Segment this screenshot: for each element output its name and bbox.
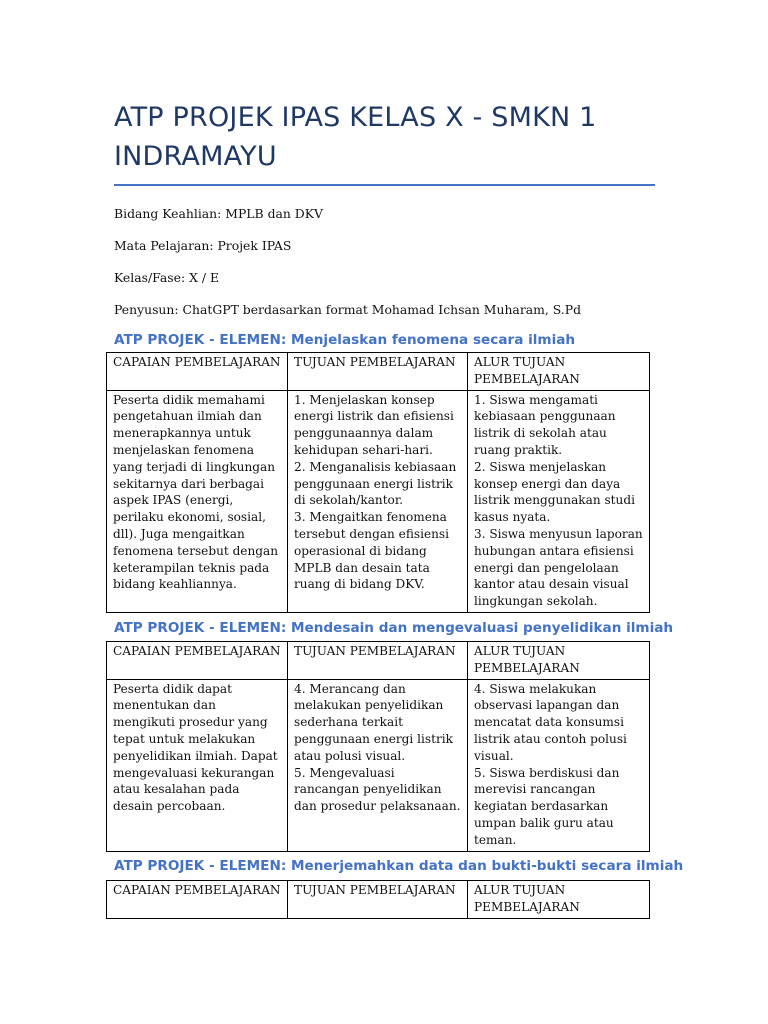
capaian-cell: Peserta didik memahami pengetahuan ilmiah dan menerapkannya untuk menjelaskan fenomena yang terjadi di lingkungan sekitarnya dari berbagai aspek IPAS (energi, perilaku ekonomi, sosial, dll). Juga mengaitkan fenomena tersebut dengan keterampilan teknis pada bidang keahliannya.: [107, 390, 288, 612]
atp-table-1: [106, 352, 650, 613]
section-heading-1: ATP PROJEK - ELEMEN: Menjelaskan fenomena secara ilmiah: [114, 332, 576, 348]
alur-cell: [468, 390, 650, 612]
header-capaian: CAPAIAN PEMBELAJARAN: [107, 642, 288, 680]
tujuan-cell: [288, 679, 468, 851]
header-tujuan: TUJUAN PEMBELAJARAN: [288, 881, 468, 919]
tujuan-item: 2. Menganalisis kebiasaan penggunaan energi listrik di sekolah/kantor.: [294, 459, 457, 508]
table-header-row: [107, 881, 650, 919]
tujuan-item: 5. Mengevaluasi rancangan penyelidikan dan prosedur pelaksanaan.: [294, 765, 461, 814]
atp-table-2: [106, 641, 650, 852]
header-alur: ALUR TUJUAN PEMBELAJARAN: [468, 642, 650, 680]
header-capaian: CAPAIAN PEMBELAJARAN: [107, 353, 288, 391]
header-tujuan: TUJUAN PEMBELAJARAN: [288, 642, 468, 680]
section-heading-2: ATP PROJEK - ELEMEN: Mendesain dan mengevaluasi penyelidikan ilmiah: [114, 620, 674, 636]
meta-penyusun: Penyusun: ChatGPT berdasarkan format Mohamad Ichsan Muharam, S.Pd: [114, 302, 582, 317]
tujuan-cell: [288, 390, 468, 612]
tujuan-item: 3. Mengaitkan fenomena tersebut dengan efisiensi operasional di bidang MPLB dan desain tata ruang di bidang DKV.: [294, 510, 449, 592]
table-header-row: [107, 353, 650, 391]
table-row: [107, 390, 650, 612]
meta-kelas-fase: Kelas/Fase: X / E: [114, 270, 220, 285]
capaian-cell: Peserta didik dapat menentukan dan mengikuti prosedur yang tepat untuk melakukan penyelidikan ilmiah. Dapat mengevaluasi kekurangan atau kesalahan pada desain percobaan.: [107, 679, 288, 851]
header-alur: ALUR TUJUAN PEMBELAJARAN: [468, 881, 650, 919]
alur-cell: [468, 679, 650, 851]
alur-item: 4. Siswa melakukan observasi lapangan dan mencatat data konsumsi listrik atau contoh polusi visual.: [474, 681, 627, 763]
alur-item: 5. Siswa berdiskusi dan merevisi rancangan kegiatan berdasarkan umpan balik guru atau teman.: [474, 765, 620, 847]
alur-item: 3. Siswa menyusun laporan hubungan antara efisiensi energi dan pengelolaan kantor atau desain visual lingkungan sekolah.: [474, 526, 643, 609]
meta-mata-pelajaran: Mata Pelajaran: Projek IPAS: [114, 238, 292, 253]
table-row: [107, 679, 650, 851]
document-page: [114, 0, 656, 334]
meta-bidang-keahlian: Bidang Keahlian: MPLB dan DKV: [114, 206, 323, 221]
tujuan-item: 4. Merancang dan melakukan penyelidikan sederhana terkait penggunaan energi listrik atau polusi visual.: [294, 681, 453, 763]
alur-item: 1. Siswa mengamati kebiasaan penggunaan listrik di sekolah atau ruang praktik.: [474, 392, 616, 457]
tujuan-item: 1. Menjelaskan konsep energi listrik dan efisiensi penggunaannya dalam kehidupan sehari-hari.: [294, 392, 454, 457]
header-tujuan: TUJUAN PEMBELAJARAN: [288, 353, 468, 391]
table-header-row: [107, 642, 650, 680]
atp-table-3: [106, 880, 650, 919]
section-heading-3: ATP PROJEK - ELEMEN: Menerjemahkan data dan bukti-bukti secara ilmiah: [114, 858, 684, 874]
header-alur: ALUR TUJUAN PEMBELAJARAN: [468, 353, 650, 391]
document-meta: [114, 206, 656, 318]
alur-item: 2. Siswa menjelaskan konsep energi dan daya listrik menggunakan studi kasus nyata.: [474, 459, 635, 525]
document-title: ATP PROJEK IPAS KELAS X - SMKN 1 INDRAMAYU: [114, 102, 597, 172]
title-underline: [114, 184, 655, 186]
header-capaian: CAPAIAN PEMBELAJARAN: [107, 881, 288, 919]
